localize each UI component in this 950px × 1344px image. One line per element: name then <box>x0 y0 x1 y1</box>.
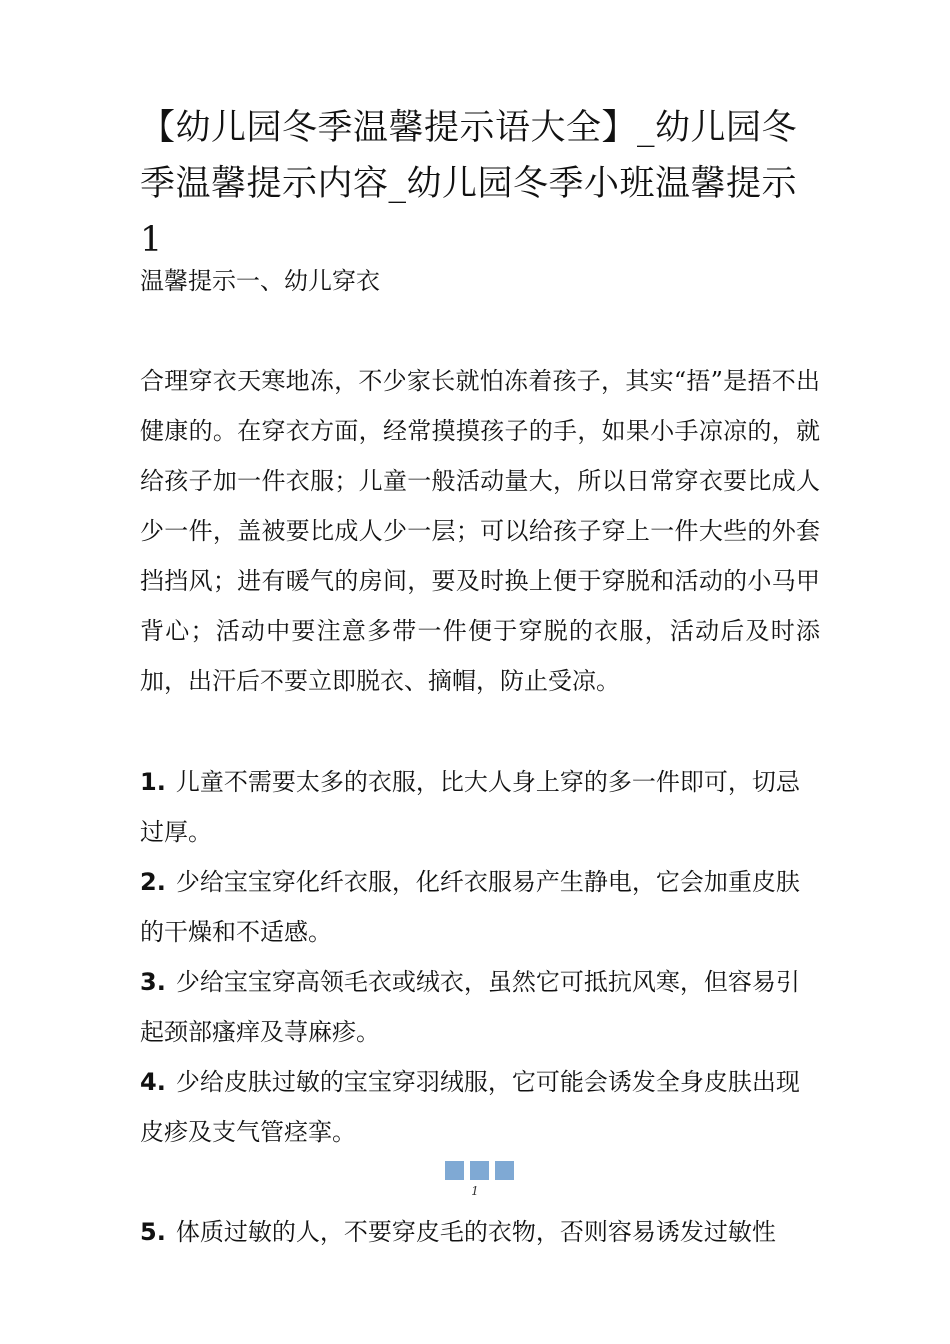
list-item-text: 少给皮肤过敏的宝宝穿羽绒服，它可能会诱发全身皮肤出现皮疹及支气管痉挛。 <box>140 1068 800 1146</box>
list-item <box>140 957 820 1057</box>
list-item-text: 少给宝宝穿高领毛衣或绒衣，虽然它可抵抗风寒，但容易引起颈部瘙痒及荨麻疹。 <box>140 968 800 1046</box>
list-item <box>140 857 820 957</box>
list-item-text: 儿童不需要太多的衣服，比大人身上穿的多一件即可，切忌过厚。 <box>140 768 800 846</box>
list-item <box>140 1057 820 1157</box>
list-item-number: 1. <box>140 768 166 796</box>
section-heading: 温馨提示一、幼儿穿衣 <box>140 267 380 295</box>
footer-decoration <box>445 1161 514 1180</box>
footer-square-icon <box>445 1161 464 1180</box>
list-item-number: 2. <box>140 868 166 896</box>
list-item-number: 4. <box>140 1068 166 1096</box>
list-item-number: 3. <box>140 968 166 996</box>
list-item-text: 少给宝宝穿化纤衣服，化纤衣服易产生静电，它会加重皮肤的干燥和不适感。 <box>140 868 800 946</box>
list-item <box>140 757 820 857</box>
footer-square-icon <box>495 1161 514 1180</box>
footer-square-icon <box>470 1161 489 1180</box>
document-title: 【幼儿园冬季温馨提示语大全】_幼儿园冬季温馨提示内容_幼儿园冬季小班温馨提示 1 <box>140 108 798 260</box>
page-number: 1 <box>471 1184 479 1198</box>
list-item-text: 体质过敏的人，不要穿皮毛的衣物，否则容易诱发过敏性 <box>175 1218 776 1246</box>
list-item <box>140 1207 820 1257</box>
intro-paragraph: 合理穿衣天寒地冻，不少家长就怕冻着孩子，其实“捂”是捂不出健康的。在穿衣方面，经常摸摸孩子的手，如果小手凉凉的，就给孩子加一件衣服；儿童一般活动量大，所以日常穿衣要比成人少一件，盖被要比成人少一层；可以给孩子穿上一件大些的外套挡挡风；进有暖气的房间，要及时换上便于穿脱和活动的小马甲背心；活动中要注意多带一件便于穿脱的衣服，活动后及时添加，出汗后不要立即脱衣、摘帽，防止受凉。 <box>140 367 820 695</box>
list-item-number: 5. <box>140 1218 166 1246</box>
